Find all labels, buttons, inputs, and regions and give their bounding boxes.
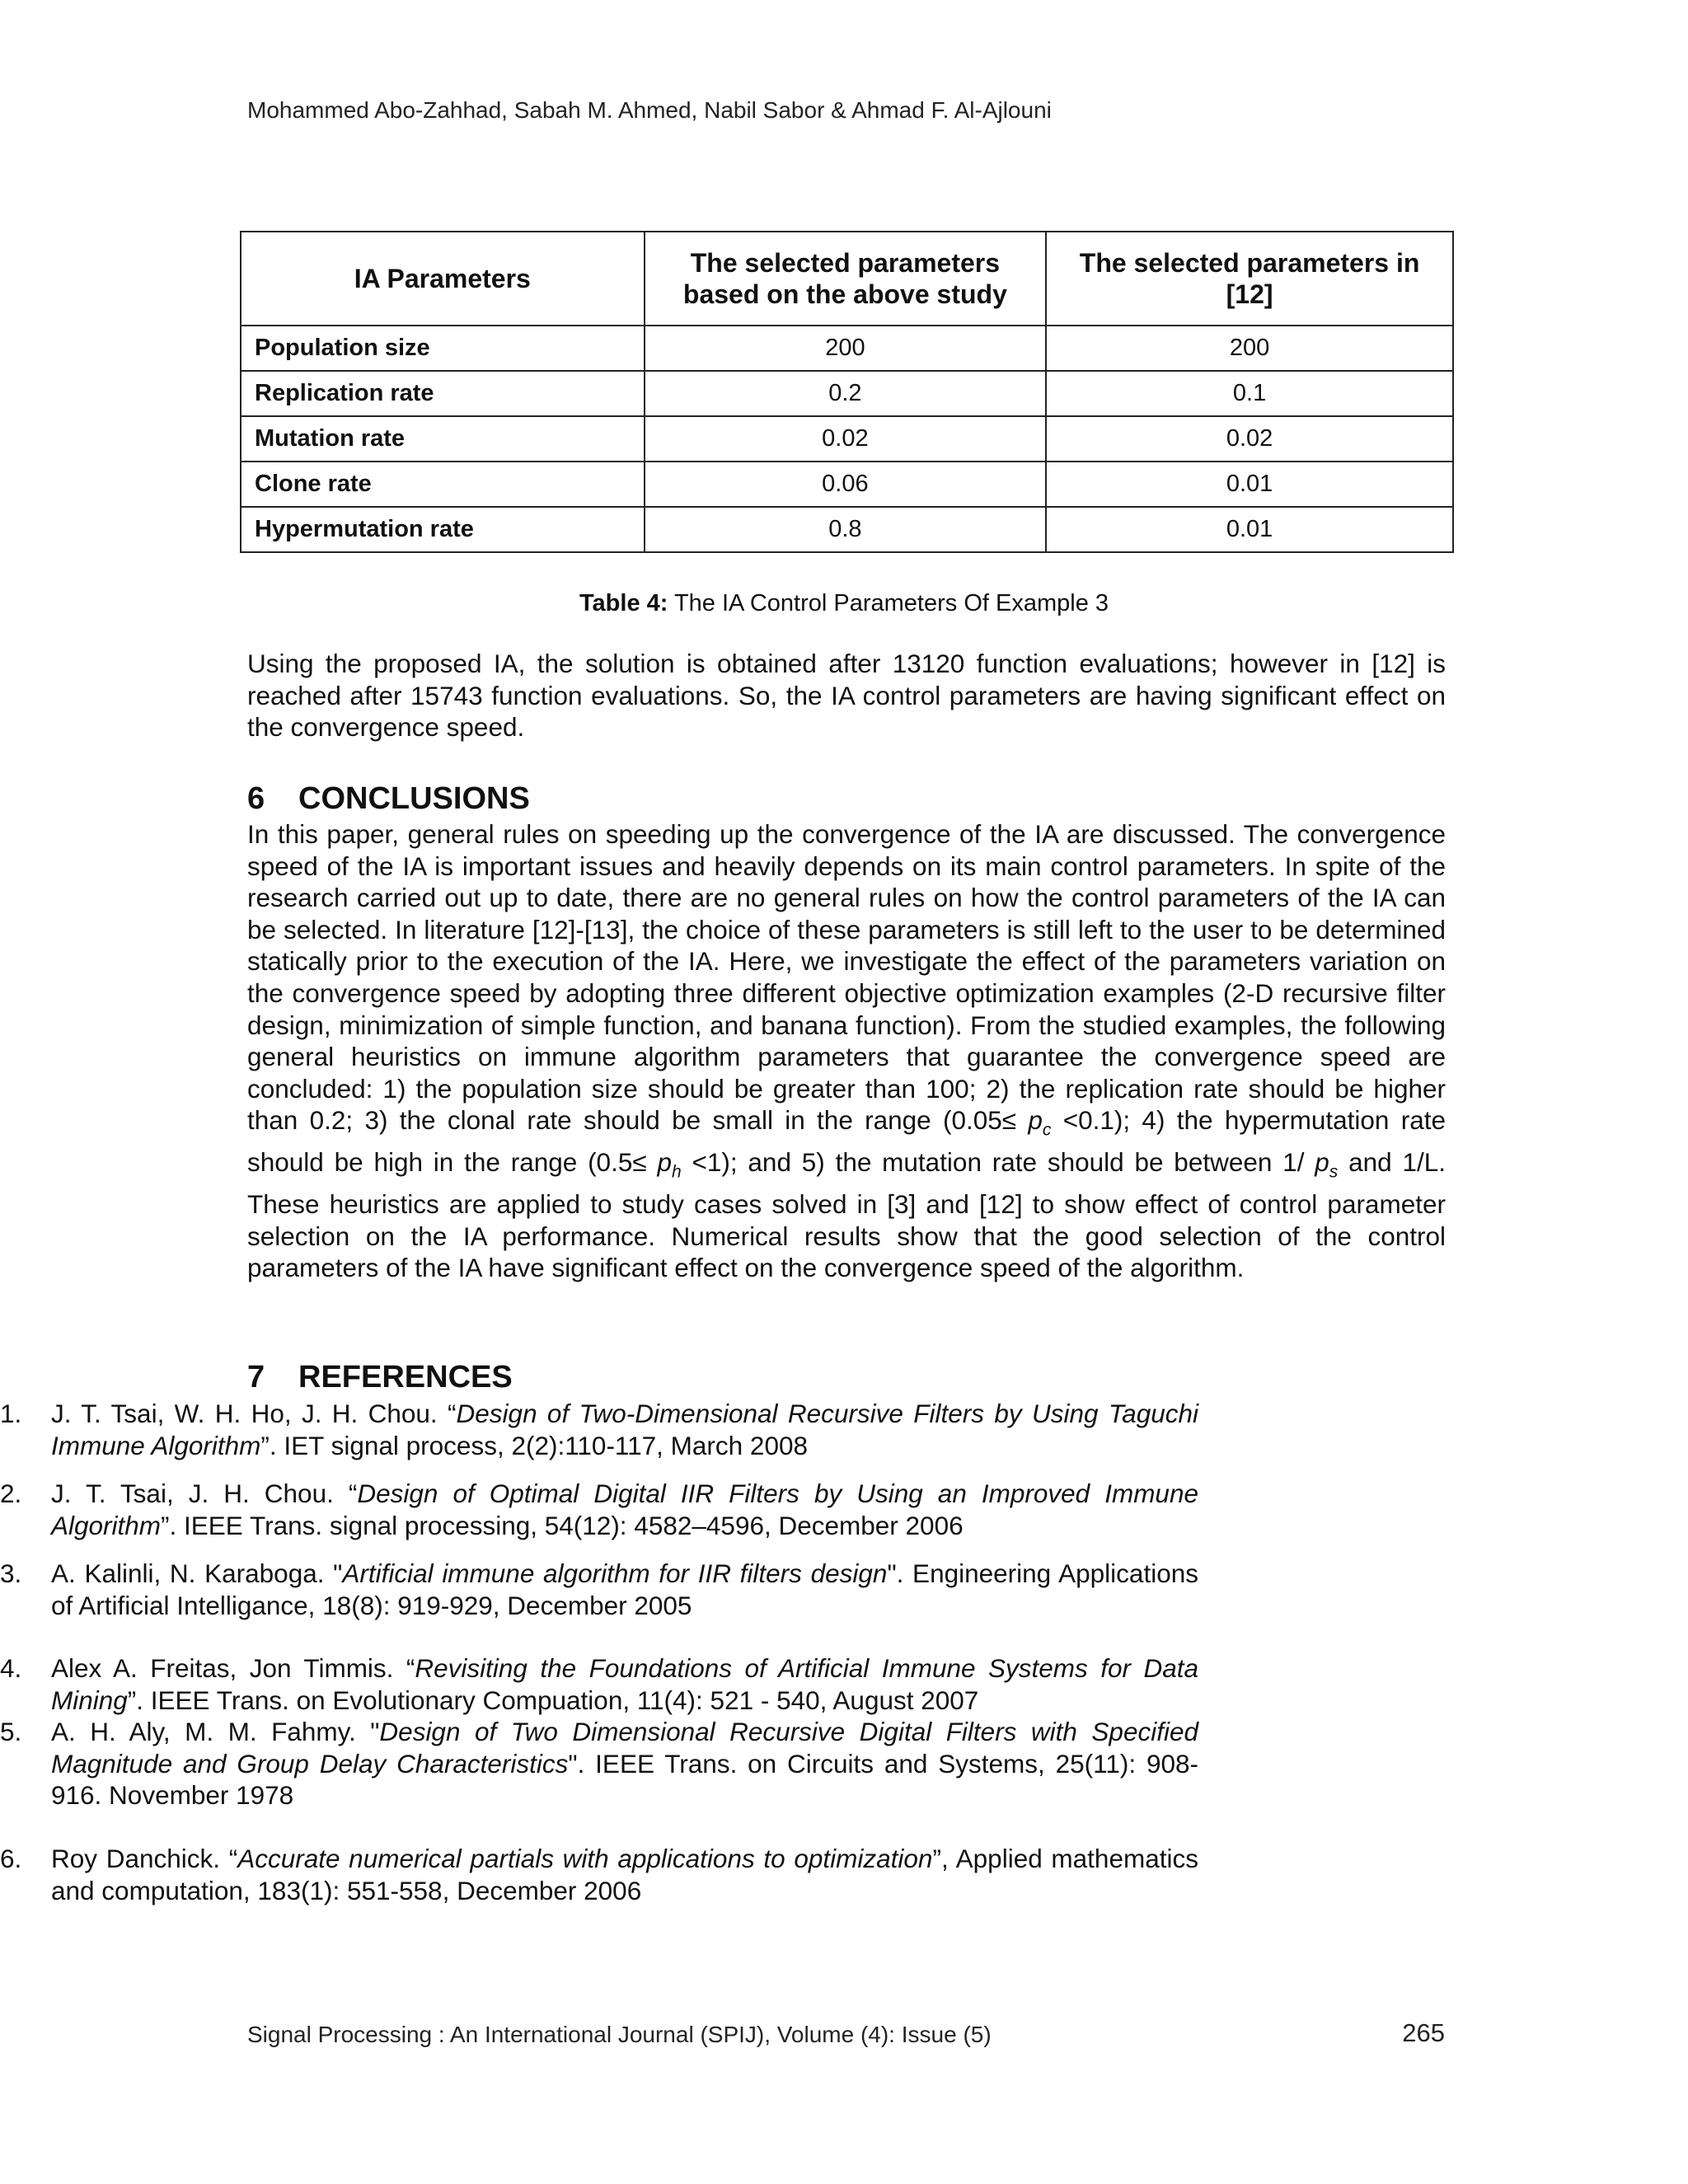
symbol-subscript: h <box>671 1162 682 1182</box>
table-cell-value: 200 <box>1046 326 1453 371</box>
reference-source: ”. IEEE Trans. signal processing, 54(12): 4582–4596, December 2006 <box>161 1510 964 1540</box>
reference-number: 6. <box>0 1844 22 1873</box>
reference-title: Artificial immune algorithm for IIR filters design <box>342 1558 888 1588</box>
reference-title: Design of Two Dimensional Recursive Digital Filters with Specified Magnitude and Group Delay Characteristics <box>51 1717 1198 1779</box>
table-header-cell: IA Parameters <box>241 232 645 326</box>
reference-source: ”. IET signal process, 2(2):110-117, March 2008 <box>260 1430 808 1460</box>
table-cell-value: 0.01 <box>1046 462 1453 507</box>
reference-title: Design of Two-Dimensional Recursive Filters by Using Taguchi Immune Algorithm <box>51 1399 1199 1460</box>
reference-item <box>0 1843 1198 1906</box>
conclusions-text: <0.1); 4) the hypermutation rate should be high in the range (0.5≤ <box>247 1105 1447 1178</box>
reference-number: 3. <box>0 1558 22 1588</box>
reference-source: ”. IEEE Trans. on Evolutionary Compuation, 11(4): 521 - 540, August 2007 <box>127 1685 979 1715</box>
reference-authors: J. T. Tsai, J. H. Chou. “ <box>51 1479 358 1508</box>
footer-journal: Signal Processing : An International Journal (SPIJ), Volume (4): Issue (5) <box>247 2022 992 2047</box>
symbol-base: p <box>1028 1105 1043 1136</box>
symbol-base: p <box>657 1147 672 1178</box>
results-paragraph: Using the proposed IA, the solution is obtained after 13120 function evaluations; however in [12] is reached after 15743 function evaluations. So, the IA control parameters are having significant effect on the convergence speed. <box>247 649 1446 743</box>
reference-number: 1. <box>0 1399 22 1428</box>
symbol-ps <box>1315 1147 1339 1182</box>
section-heading-conclusions <box>247 781 530 817</box>
page-number: 265 <box>1402 2018 1445 2047</box>
reference-source: ”, Applied mathematics and computation, 183(1): 551-558, December 2006 <box>51 1844 1198 1905</box>
section-number: 7 <box>247 1360 265 1394</box>
reference-authors: Alex A. Freitas, Jon Timmis. “ <box>51 1653 415 1683</box>
table-cell-parameter: Hypermutation rate <box>241 507 645 552</box>
table-row <box>241 507 1453 552</box>
reference-item <box>0 1652 1198 1716</box>
section-title: REFERENCES <box>298 1360 513 1394</box>
reference-title: Design of Optimal Digital IIR Filters by Using an Improved Immune Algorithm <box>51 1479 1198 1540</box>
table-cell-value: 0.02 <box>645 416 1047 462</box>
symbol-ph <box>657 1147 682 1182</box>
table-row <box>241 371 1453 416</box>
running-header-authors: Mohammed Abo-Zahhad, Sabah M. Ahmed, Nabil Sabor & Ahmad F. Al-Ajlouni <box>247 97 1052 123</box>
reference-number: 5. <box>0 1717 22 1746</box>
reference-item <box>0 1478 1198 1541</box>
table-cell-parameter: Population size <box>241 326 645 371</box>
table-cell-parameter: Replication rate <box>241 371 645 416</box>
table-caption-label: Table 4: <box>579 590 668 616</box>
table-cell-value: 0.1 <box>1046 371 1453 416</box>
table-row <box>241 462 1453 507</box>
reference-number: 2. <box>0 1479 22 1508</box>
symbol-pc <box>1028 1105 1052 1140</box>
symbol-subscript: s <box>1329 1162 1339 1182</box>
conclusions-text: In this paper, general rules on speeding up the convergence of the IA are discussed. The convergence speed of the IA is important issues and heavily depends on its main control parameters. In spite of the research carried out up to date, there are no general rules on how the control parameters of the IA can be selected. In literature [12]-[13], the choice of these parameters is still left to the user to be determined statically prior to the execution of the IA. Here, we investigate the effect of the parameters variation on the convergence speed by adopting three different objective optimization examples (2-D recursive filter design, minimization of simple function, and banana function). From the studied examples, the following general heuristics on immune algorithm parameters that guarantee the convergence speed are concluded: 1) the population size should be greater than 100; 2) the replication rate should be higher than 0.2; 3) the clonal rate should be small in the range (0.05≤ <box>247 819 1446 1136</box>
table-header-cell: The selected parameters based on the above study <box>645 232 1047 326</box>
table-cell-parameter: Clone rate <box>241 462 645 507</box>
reference-title: Accurate numerical partials with applications to optimization <box>237 1844 933 1873</box>
table-header-cell: The selected parameters in [12] <box>1046 232 1453 326</box>
conclusions-text: and 1/L. These heuristics are applied to study cases solved in [3] and [12] to show effect of control parameter selection on the IA performance. Numerical results show that the good selection of the control parameters of the IA have significant effect on the convergence speed of the algorithm. <box>247 1147 1446 1283</box>
table-cell-value: 0.06 <box>645 462 1047 507</box>
table-cell-value: 0.2 <box>645 371 1047 416</box>
conclusions-paragraph <box>247 818 1446 1284</box>
table-row <box>241 326 1453 371</box>
table-cell-parameter: Mutation rate <box>241 416 645 462</box>
section-number: 6 <box>247 781 265 816</box>
section-heading-references <box>247 1360 513 1395</box>
reference-item <box>0 1716 1198 1811</box>
table-header-row <box>241 232 1453 326</box>
conclusions-text: <1); and 5) the mutation rate should be between 1/ <box>681 1147 1315 1178</box>
table-cell-value: 0.01 <box>1046 507 1453 552</box>
reference-item <box>0 1398 1198 1461</box>
symbol-base: p <box>1315 1147 1329 1178</box>
reference-authors: A. Kalinli, N. Karaboga. " <box>51 1558 343 1588</box>
reference-authors: A. H. Aly, M. M. Fahmy. " <box>51 1717 380 1746</box>
reference-item <box>0 1558 1198 1621</box>
table-caption <box>0 590 1688 617</box>
table-row <box>241 416 1453 462</box>
section-title: CONCLUSIONS <box>298 781 530 816</box>
table-cell-value: 0.02 <box>1046 416 1453 462</box>
table-cell-value: 0.8 <box>645 507 1047 552</box>
table-cell-value: 200 <box>645 326 1047 371</box>
symbol-subscript: c <box>1042 1120 1052 1140</box>
reference-title: Revisiting the Foundations of Artificial Immune Systems for Data Mining <box>51 1653 1199 1715</box>
reference-authors: Roy Danchick. “ <box>51 1844 238 1873</box>
reference-number: 4. <box>0 1653 22 1683</box>
ia-parameters-table <box>240 231 1454 553</box>
reference-authors: J. T. Tsai, W. H. Ho, J. H. Chou. “ <box>51 1399 457 1428</box>
reference-source: ". IEEE Trans. on Circuits and Systems, 25(11): 908-916. November 1978 <box>51 1748 1198 1811</box>
reference-source: ". Engineering Applications of Artificial Intelligance, 18(8): 919-929, December 2005 <box>51 1558 1198 1620</box>
table-caption-text: The IA Control Parameters Of Example 3 <box>668 590 1109 616</box>
